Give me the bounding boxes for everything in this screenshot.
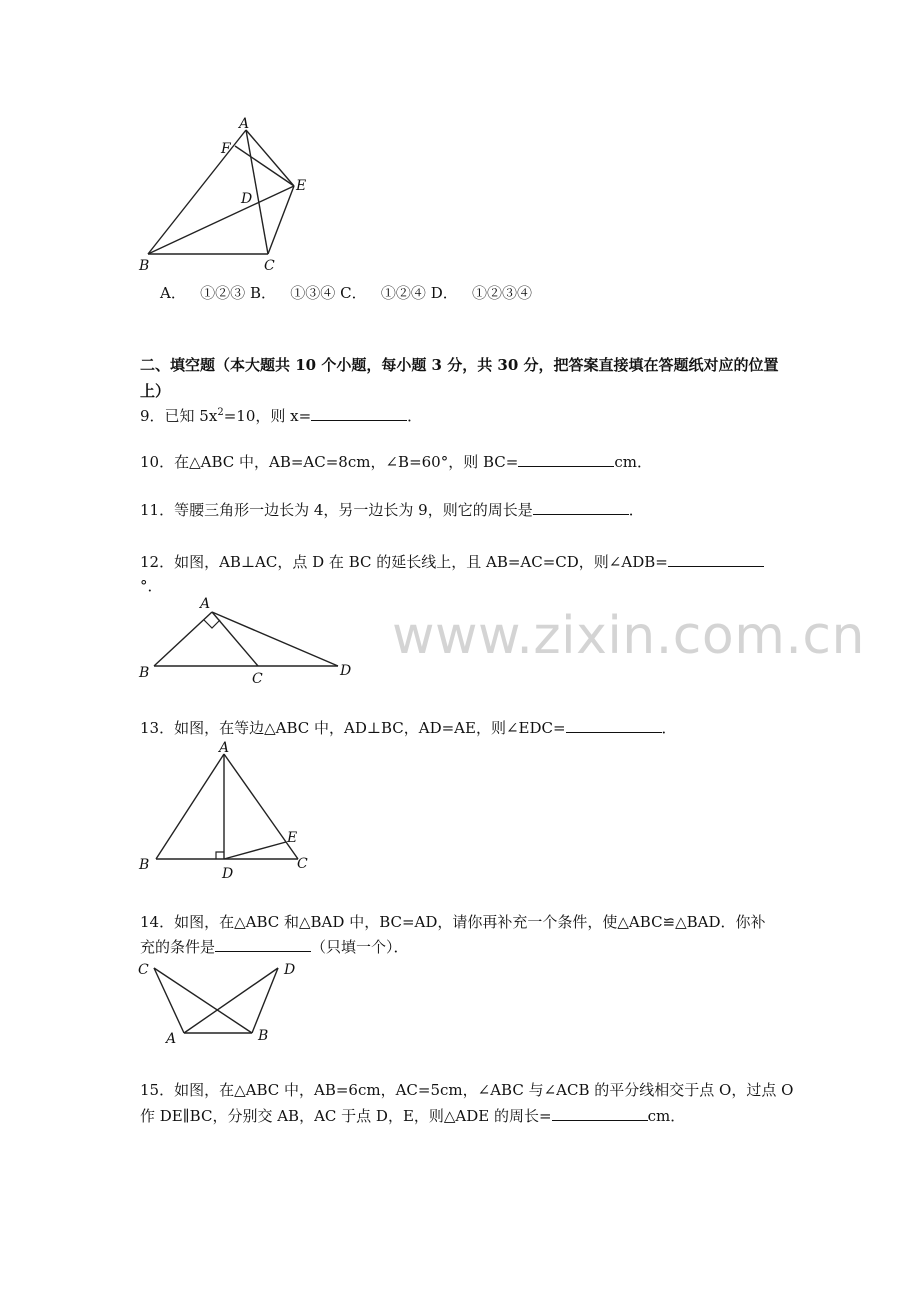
option-a[interactable]: A． ①②③ (160, 284, 246, 302)
answer-blank-13[interactable] (566, 718, 662, 733)
figure-crossed-triangles (130, 952, 320, 1052)
option-d[interactable]: D． ①②③④ (430, 284, 533, 302)
answer-blank-14[interactable] (215, 937, 311, 952)
figure-triangle-abd (130, 592, 370, 692)
label-d: D (340, 663, 352, 679)
option-b[interactable]: B． ①③④ (249, 284, 336, 302)
label-a: A (219, 740, 230, 756)
label-f: F (221, 141, 231, 157)
answer-blank-15[interactable] (552, 1106, 648, 1121)
question-10: 10．在△ABC 中，AB=AC=8cm，∠B=60°，则 BC= cm． (140, 453, 652, 471)
label-b: B (139, 258, 150, 274)
option-c[interactable]: C． ①②④ (340, 284, 426, 302)
label-c: C (252, 671, 263, 687)
label-a: A (239, 116, 250, 132)
question-11: 11．等腰三角形一边长为 4，另一边长为 9，则它的周长是 ． (140, 501, 644, 519)
section-heading-fill-in: 二、填空题（本大题共 10 个小题，每小题 3 分，共 30 分，把答案直接填在答题纸对应的位置上） (140, 356, 779, 400)
watermark: www.zixin.com.cn (392, 606, 865, 666)
label-a: A (166, 1031, 177, 1047)
label-b: B (139, 857, 150, 873)
answer-blank-11[interactable] (533, 500, 629, 515)
answer-blank-12[interactable] (668, 552, 764, 567)
label-c: C (138, 962, 149, 978)
question-14: 14．如图，在△ABC 和△BAD 中，BC=AD，请你再补充一个条件，使△ABC≌△BAD．你补 充的条件是 （只填一个）． (140, 913, 766, 956)
question-15: 15．如图，在△ABC 中，AB=6cm，AC=5cm，∠ABC 与∠ACB 的平分线相交于点 O，过点 O 作 DE∥BC，分别交 AB，AC 于点 D，E，则△ADE 的周长= cm． (140, 1081, 794, 1125)
label-e: E (287, 830, 298, 846)
answer-blank-9[interactable] (311, 406, 407, 421)
label-c: C (297, 856, 308, 872)
question-9: 9．已知 $5x^2=10$，则 x= ． (140, 407, 423, 425)
question-13: 13．如图，在等边△ABC 中，AD⊥BC，AD=AE，则∠EDC= ． (140, 719, 677, 737)
label-d: D (284, 962, 296, 978)
label-c: C (264, 258, 275, 274)
label-b: B (258, 1028, 269, 1044)
label-d: D (241, 191, 253, 207)
figure-equilateral-triangle (130, 736, 330, 886)
label-e: E (296, 178, 307, 194)
label-d: D (222, 866, 234, 882)
label-b: B (139, 665, 150, 681)
answer-blank-10[interactable] (518, 452, 614, 467)
answer-options (160, 283, 532, 303)
label-a: A (200, 596, 211, 612)
question-12: 12．如图，AB⊥AC，点 D 在 BC 的延长线上，且 AB=AC=CD，则∠ADB= °． (140, 550, 780, 598)
figure-quadrilateral-abce (130, 112, 330, 282)
